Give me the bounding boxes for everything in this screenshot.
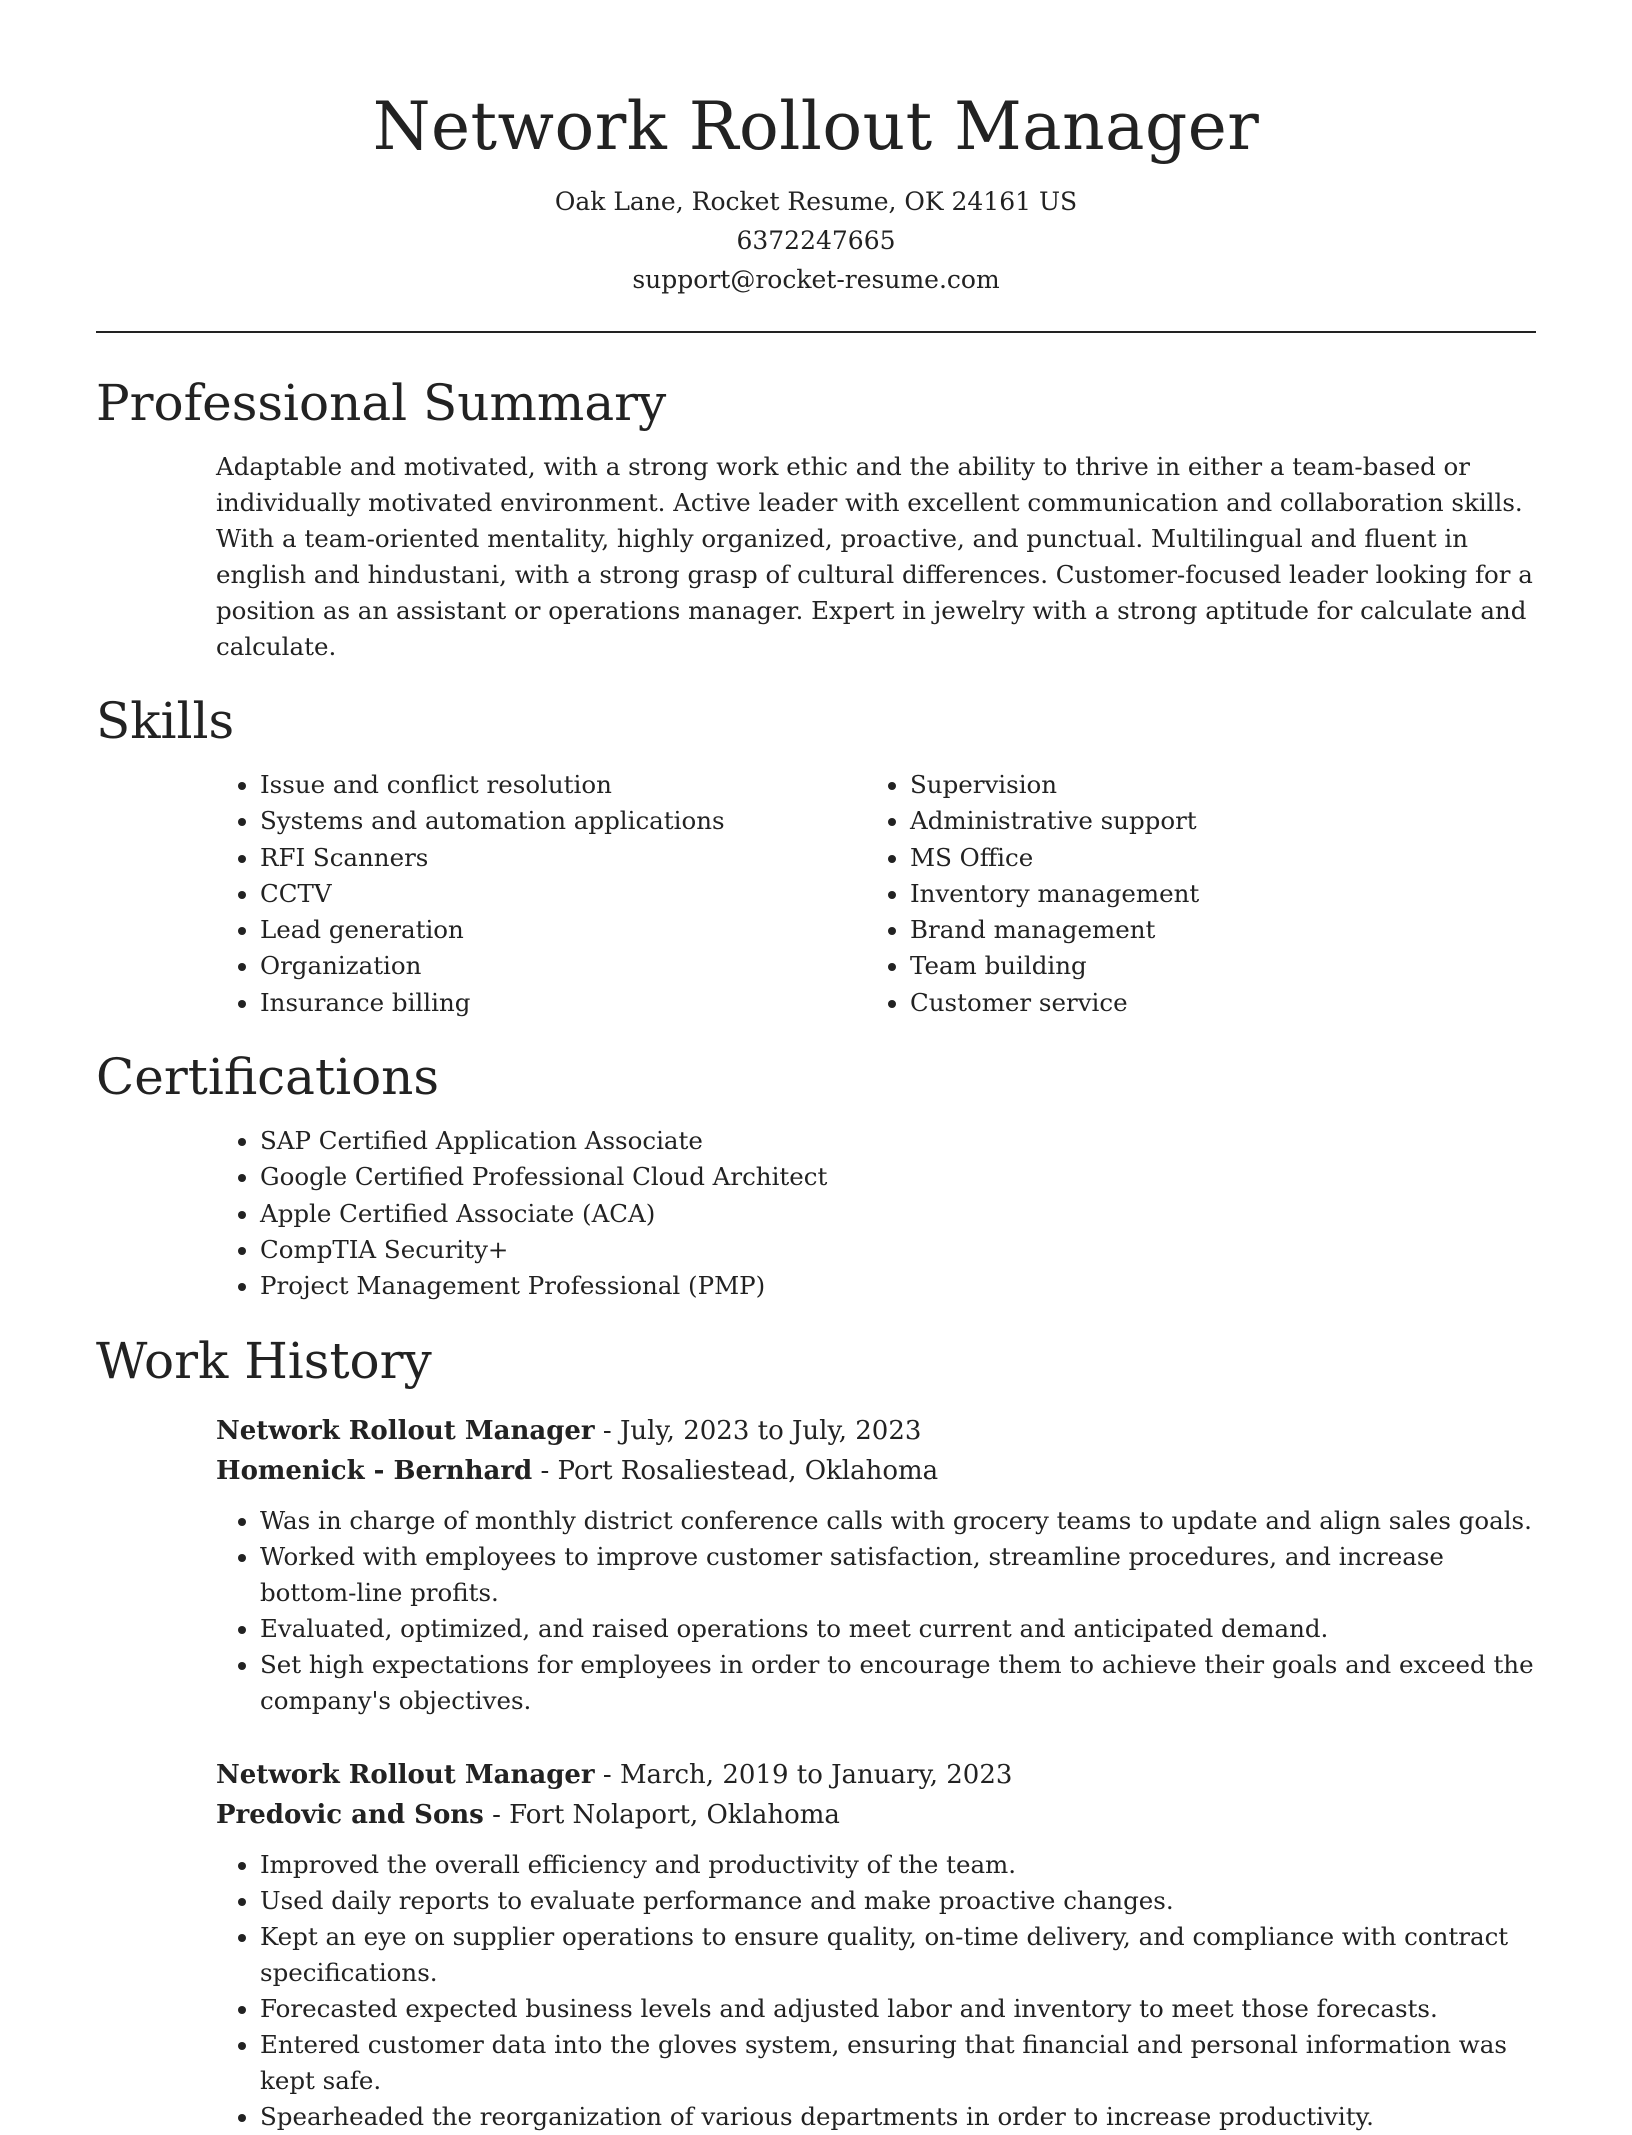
work-history-title: Work History (96, 1331, 432, 1390)
certifications-list (216, 1123, 1536, 1304)
job-location: - Port Rosaliestead, Oklahoma (532, 1455, 939, 1486)
skill-item: • Inventory management (910, 876, 1516, 912)
job-duty-item: • Set high expectations for employees in order to encourage them to achieve their goals and exceed the company's objectives. (260, 1647, 1536, 1719)
job-duty-item: • Entered customer data into the gloves system, ensuring that financial and personal information was kept safe. (260, 2027, 1536, 2099)
job-company: Predovic and Sons (216, 1799, 484, 1830)
job-entry (216, 1411, 1536, 1719)
email: support@rocket-resume.com (632, 265, 1000, 294)
job-duty-item: • Spearheaded the reorganization of various departments in order to increase productivity. (260, 2099, 1536, 2135)
address: Oak Lane, Rocket Resume, OK 24161 US (554, 187, 1078, 216)
skills-column-right (866, 767, 1516, 1021)
skills-column-left (216, 767, 866, 1021)
summary-text: Adaptable and motivated, with a strong work ethic and the ability to thrive in either a team-based or individually motivated environment. Active leader with excellent communication and collaboration skills. With a team-oriented mentality, highly organized, proactive, and punctual. Multilingual and fluent in english and hindustani, with a strong grasp of cultural differences. Customer-focused leader looking for a position as an assistant or operations manager. Expert in jewelry with a strong aptitude for calculate and calculate. (216, 452, 1533, 661)
phone: 6372247665 (736, 226, 896, 255)
job-title-line (216, 1755, 1536, 1795)
skill-item: • Customer service (910, 985, 1516, 1021)
job-dates: - March, 2019 to January, 2023 (594, 1759, 1013, 1790)
summary-section (96, 371, 1536, 665)
job-title-line (216, 1411, 1536, 1451)
skill-item: • Organization (260, 948, 866, 984)
resume-page (96, 0, 1536, 2135)
skill-item: • Supervision (910, 767, 1516, 803)
skills-title: Skills (96, 692, 235, 750)
job-duty-item: • Forecasted expected business levels and adjusted labor and inventory to meet those forecasts. (260, 1991, 1536, 2027)
skill-item: • Systems and automation applications (260, 803, 866, 839)
skills-list (216, 767, 1536, 1021)
skill-item: • Administrative support (910, 803, 1516, 839)
certification-item: • CompTIA Security+ (260, 1232, 1536, 1268)
certification-item: • SAP Certified Application Associate (260, 1123, 1536, 1159)
skills-section (96, 689, 1536, 1021)
job-company-line (216, 1451, 1536, 1491)
skill-item: • CCTV (260, 876, 866, 912)
skill-item: • Issue and conflict resolution (260, 767, 866, 803)
skill-item: • MS Office (910, 840, 1516, 876)
job-duties (216, 1847, 1536, 2135)
header-divider (96, 331, 1536, 333)
job-role: Network Rollout Manager (216, 1759, 595, 1790)
job-duty-item: • Worked with employees to improve customer satisfaction, streamline procedures, and increase bottom-line profits. (260, 1539, 1536, 1611)
skill-item: • Team building (910, 948, 1516, 984)
summary-title: Professional Summary (96, 374, 667, 432)
job-duties (216, 1503, 1536, 1719)
contact-info (96, 182, 1536, 299)
job-company: Homenick - Bernhard (216, 1455, 533, 1486)
job-duty-item: • Improved the overall efficiency and productivity of the team. (260, 1847, 1536, 1883)
certification-item: • Project Management Professional (PMP) (260, 1268, 1536, 1304)
certification-item: • Apple Certified Associate (ACA) (260, 1196, 1536, 1232)
skill-item: • Brand management (910, 912, 1516, 948)
job-duty-item: • Used daily reports to evaluate performance and make proactive changes. (260, 1883, 1536, 1919)
job-dates: - July, 2023 to July, 2023 (594, 1415, 922, 1446)
job-duty-item: • Evaluated, optimized, and raised operations to meet current and anticipated demand. (260, 1611, 1536, 1647)
certification-item: • Google Certified Professional Cloud Architect (260, 1159, 1536, 1195)
job-duty-item: • Was in charge of monthly district conference calls with grocery teams to update and align sales goals. (260, 1503, 1536, 1539)
skill-item: • Insurance billing (260, 985, 866, 1021)
skill-item: • Lead generation (260, 912, 866, 948)
candidate-name: Network Rollout Manager (372, 88, 1260, 165)
certifications-section (96, 1045, 1536, 1304)
resume-header (96, 82, 1536, 333)
job-location: - Fort Nolaport, Oklahoma (483, 1799, 840, 1830)
job-role: Network Rollout Manager (216, 1415, 595, 1446)
job-entry (216, 1755, 1536, 2135)
skill-item: • RFI Scanners (260, 840, 866, 876)
job-company-line (216, 1795, 1536, 1835)
certifications-title: Certifications (96, 1048, 440, 1107)
job-duty-item: • Kept an eye on supplier operations to ensure quality, on-time delivery, and compliance with contract specifications. (260, 1919, 1536, 1991)
work-history-section (96, 1329, 1536, 2135)
